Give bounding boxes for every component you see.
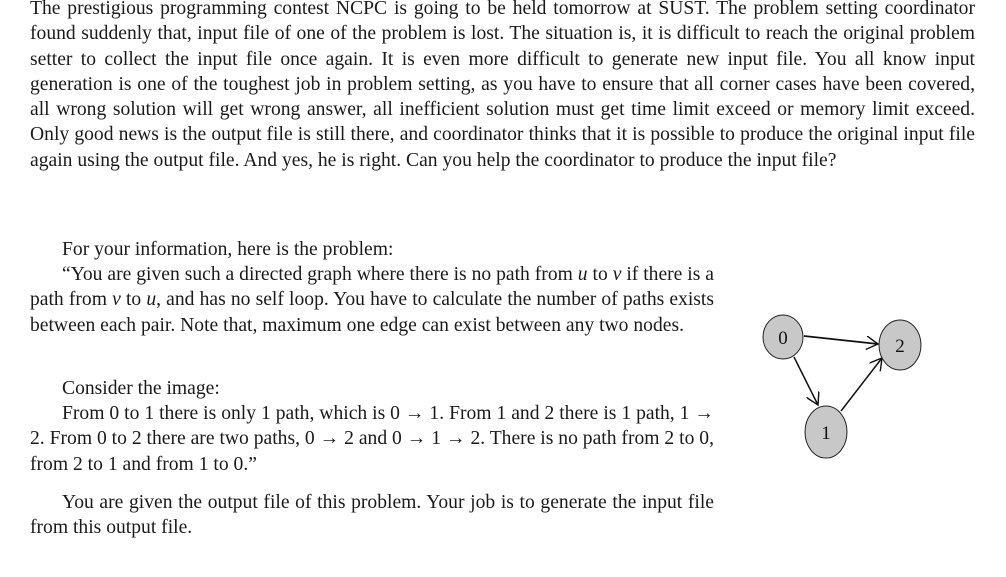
- example-paragraph: From 0 to 1 there is only 1 path, which is 0 → 1. From 1 and 2 there is 1 path, 1 → 2. From 0 to 2 there are two paths, 0 → 2 and 0 → 1 → 2. There is no path from 2 to 0, from 2 to 1 and from 1 to 0.”: [30, 403, 714, 475]
- node-label: 2: [895, 336, 905, 357]
- problem-description-paragraph: [30, 262, 714, 338]
- problem-text: “You are given such a directed graph where there is no path from: [62, 264, 578, 285]
- task-paragraph: You are given the output file of this problem. Your job is to generate the input file from this output file.: [30, 492, 714, 539]
- problem-text: to: [587, 264, 613, 285]
- graph-node-0: [763, 315, 803, 359]
- edge-0-to-2: [804, 336, 878, 344]
- graph-figure: [750, 300, 940, 475]
- consider-paragraph: Consider the image:: [62, 378, 220, 399]
- math-var-v: v: [112, 289, 121, 311]
- math-var-u: u: [577, 264, 588, 285]
- node-label: 0: [778, 328, 788, 349]
- intro-paragraph: The prestigious programming contest NCPC is going to be held tomorrow at SUST. The problem setting coordinator found suddenly that, input file of one of the problem is lost. The situation is, it is difficult to reach the original problem setter to collect the input file once again. It is even more difficult to generate new input file. You all know input generation is one of the toughest job in problem setting, as you have to ensure that all corner cases have been covered, all wrong solution will get wrong answer, all inefficient solution must get time limit exceed or memory limit exceed. Only good news is the output file is still there, and coordinator thinks that it is possible to produce the original input file again using the output file. And yes, he is right. Can you help the coordinator to produce the input file?: [30, 0, 975, 171]
- node-label: 1: [821, 423, 831, 444]
- edge-0-to-1: [794, 357, 818, 405]
- math-var-u: u: [146, 289, 157, 311]
- math-var-v: v: [612, 264, 622, 285]
- graph-node-2: [879, 320, 921, 370]
- problem-text: if there is a path from: [30, 264, 714, 311]
- edge-1-to-2: [841, 358, 882, 411]
- info-lead-paragraph: For your information, here is the problem:: [62, 239, 394, 260]
- directed-graph-diagram: [750, 300, 940, 475]
- problem-text: , and has no self loop. You have to calculate the number of paths exists between each pair. Note that, maximum one edge can exist between any two nodes.: [30, 289, 715, 336]
- graph-node-1: [805, 406, 847, 458]
- problem-text: to: [120, 289, 147, 311]
